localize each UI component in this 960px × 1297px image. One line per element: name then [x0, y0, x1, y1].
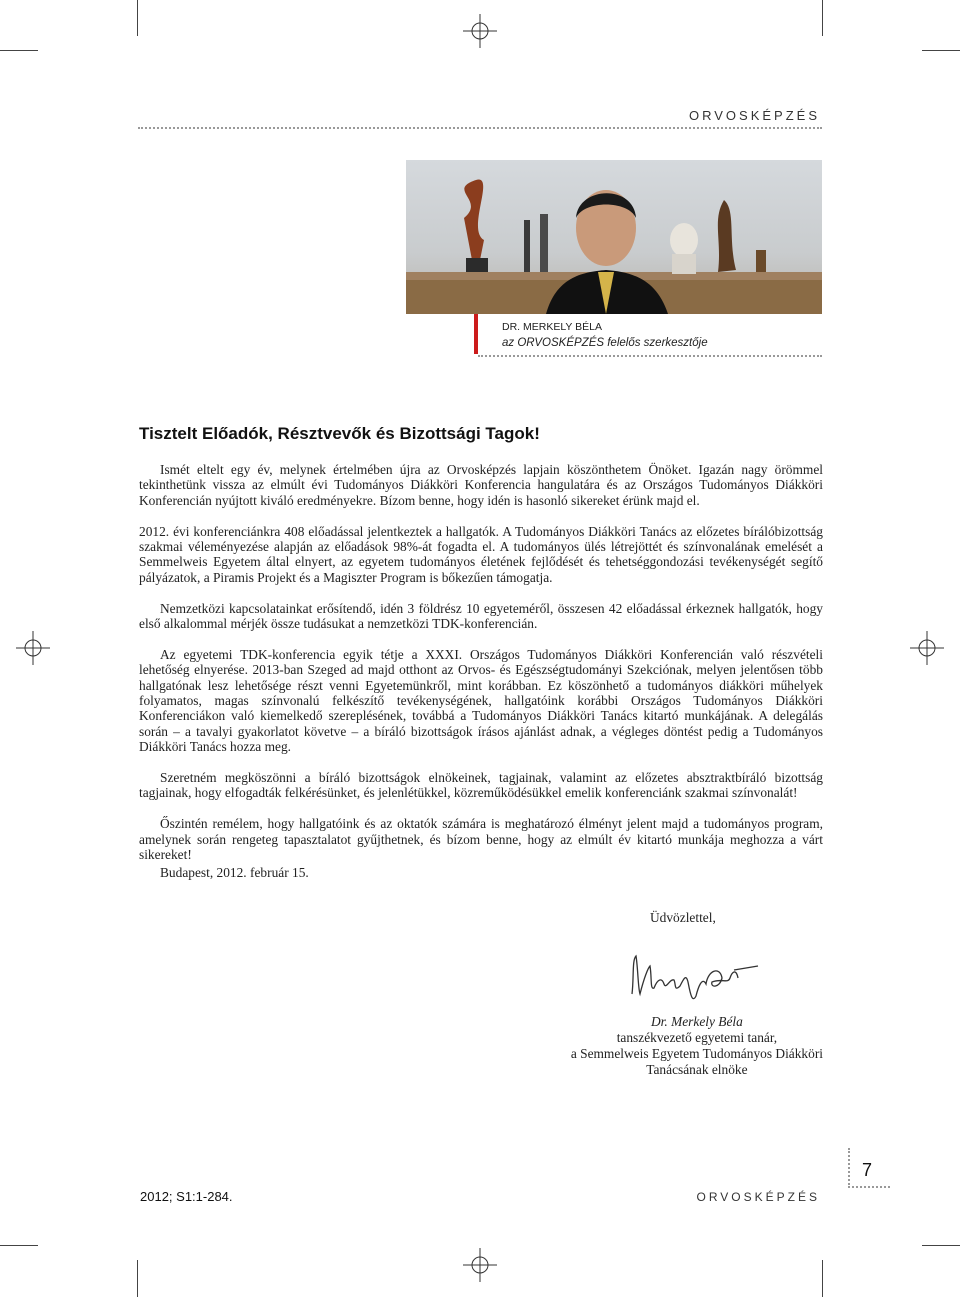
caption-rule [478, 355, 822, 357]
caption-role: az ORVOSKÉPZÉS felelős szerkesztője [502, 337, 708, 350]
crop-mark [137, 1260, 138, 1297]
caption-name: DR. MERKELY BÉLA [502, 321, 602, 333]
signature-block [571, 1014, 823, 1078]
footer-citation: 2012; S1:1-284. [140, 1189, 233, 1204]
crop-mark [0, 50, 38, 51]
photo-caption [502, 320, 708, 352]
page-number: 7 [862, 1160, 873, 1180]
closing: Üdvözlettel, [650, 910, 716, 925]
caption-accent-bar [474, 314, 478, 354]
paragraph: Nemzetközi kapcsolatainkat erősítendő, idén 3 földrész 10 egyeteméről, összesen 42 előadással érkeznek hallgatók, hogy első alkalommal mérjék össze tudásukat a nemzetközi TDK-konferencián. [139, 600, 823, 632]
registration-mark-icon [463, 14, 497, 48]
dateline: Budapest, 2012. február 15. [160, 865, 309, 880]
handwritten-signature [626, 948, 766, 1008]
crop-mark [137, 0, 138, 36]
signer-title-line: Tanácsának elnöke [646, 1062, 748, 1077]
paragraph: 2012. évi konferenciánkra 408 előadással jelentkeztek a hallgatók. A Tudományos Diákköri Tanács az előzetes bírálóbizottság szakmai véleményezése alapján az előadások 98%-át fogadta el. A tudományos ülés létrejöttét és színvonalának emelését a Semmelweis Egyetem által elnyert, az egyetem tudományos életének fejlődését és tehetséggondozási tevékenységét segítő pályázatok, a Piramis Projekt és a Magiszter Program is bőkezűen támogatja. [139, 523, 823, 585]
page-number-divider [848, 1148, 850, 1188]
letter-body [139, 462, 823, 878]
signer-title-line: tanszékvezető egyetemi tanár, [616, 1030, 778, 1045]
letter-greeting: Tisztelt Előadók, Résztvevők és Bizottsági Tagok! [139, 424, 540, 443]
paragraph: Az egyetemi TDK-konferencia egyik tétje a XXXI. Országos Tudományos Diákköri Konferencián való részvételi lehetőség elnyerése. 2013-ban Szeged ad majd otthont az Orvos- és Egészségtudományi Szekciónak, melyen jelentősen több hallgatónak lesz lehetősége részt venni Egyetemünkről, mint korábban. Ez köszönhető a tudományos diákköri műhelyek folyamatos, magas színvonalú felkészítő tevékenységének, hallgatóink korábbi Országos Tudományos Diákköri Konferenciákon való kiemelkedő szereplésének, továbbá a Tudományos Diákköri Tanács kitartó munkájának. A delegálás során – a tavalyi gyakorlatot követve – a bíráló bizottságok írásos ajánlást adnak, a végleges döntést pedig a Tudományos Diákköri Tanács hozza meg. [139, 646, 823, 755]
editor-photo [406, 160, 822, 314]
header-rule [138, 127, 822, 129]
crop-mark [822, 1260, 823, 1297]
footer-rule [848, 1186, 890, 1188]
crop-mark [0, 1245, 38, 1246]
footer-journal-title: ORVOSKÉPZÉS [696, 1190, 820, 1204]
paragraph: Ismét eltelt egy év, melynek értelmében újra az Orvosképzés lapjain köszönthetem Önöket. Igazán nagy örömmel tekinthetünk vissza az elmúlt évi Tudományos Diákköri Konferencia hangulatára és az Országos Tudományos Diákköri Konferencián nyújtott kiváló eredményekre. Bízom benne, hogy idén is hasonló sikereket érünk majd el. [139, 462, 823, 508]
signer-title-line: a Semmelweis Egyetem Tudományos Diákköri [570, 1046, 823, 1061]
registration-mark-icon [910, 631, 944, 665]
signer-name: Dr. Merkely Béla [650, 1014, 743, 1029]
crop-mark [822, 0, 823, 36]
crop-mark [922, 50, 960, 51]
paragraph: Szeretném megköszönni a bíráló bizottságok elnökeinek, tagjainak, valamint az előzetes absztraktbíráló bizottság tagjainak, hogy elfogadták felkérésünket, és jelenlétükkel, közreműködésükkel emelik konferenciánk szakmai színvonalát! [139, 770, 823, 801]
header-journal-title: ORVOSKÉPZÉS [688, 108, 820, 123]
paragraph: Őszintén remélem, hogy hallgatóink és az oktatók számára is meghatározó élményt jelent majd a tudományos program, amelynek során rengeteg tapasztalatot gyűjthetnek, és bízom benne, hogy az elmúlt év kitartó munkája meghozza a várt sikereket! [139, 816, 823, 863]
registration-mark-icon [16, 631, 50, 665]
registration-mark-icon [463, 1248, 497, 1282]
crop-mark [922, 1245, 960, 1246]
